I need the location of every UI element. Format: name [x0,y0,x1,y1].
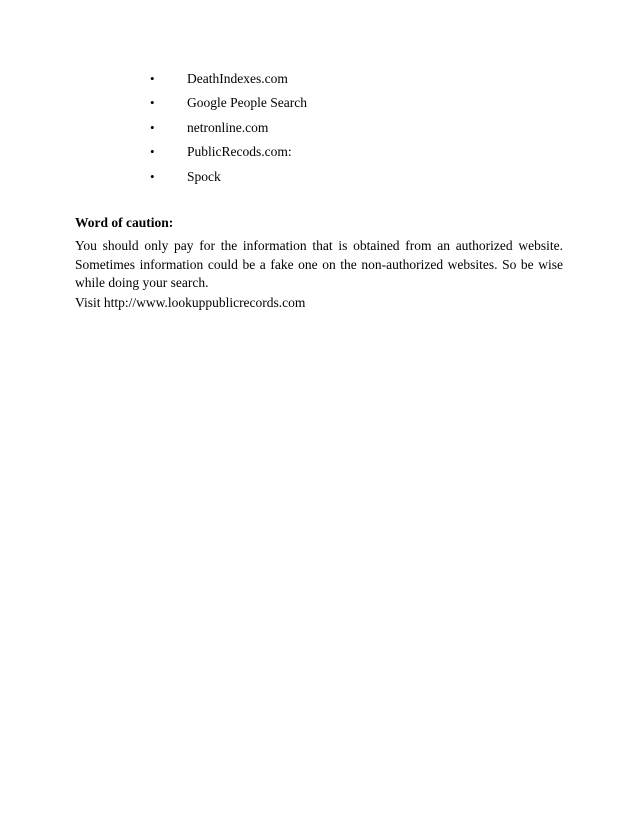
bullet-marker: • [150,119,155,135]
bullet-marker: • [150,168,155,184]
bullet-marker: • [150,95,155,111]
list-item-text: DeathIndexes.com [187,71,288,86]
caution-heading: Word of caution: [75,215,174,230]
caution-paragraph: You should only pay for the information that is obtained from an authorized website. Sometimes information could be a fake one on the non-authorized websites. So be wise while doing your search. [75,238,563,291]
list-item-text: Spock [187,168,221,184]
list-item-text: Google People Search [187,95,307,111]
list-item-text: netronline.com [187,119,269,135]
visit-link-line: Visit http://www.lookuppublicrecords.com [75,295,306,310]
bullet-marker: • [150,144,155,160]
bullet-marker: • [150,71,155,86]
list-item-text: PublicRecods.com: [187,144,292,160]
